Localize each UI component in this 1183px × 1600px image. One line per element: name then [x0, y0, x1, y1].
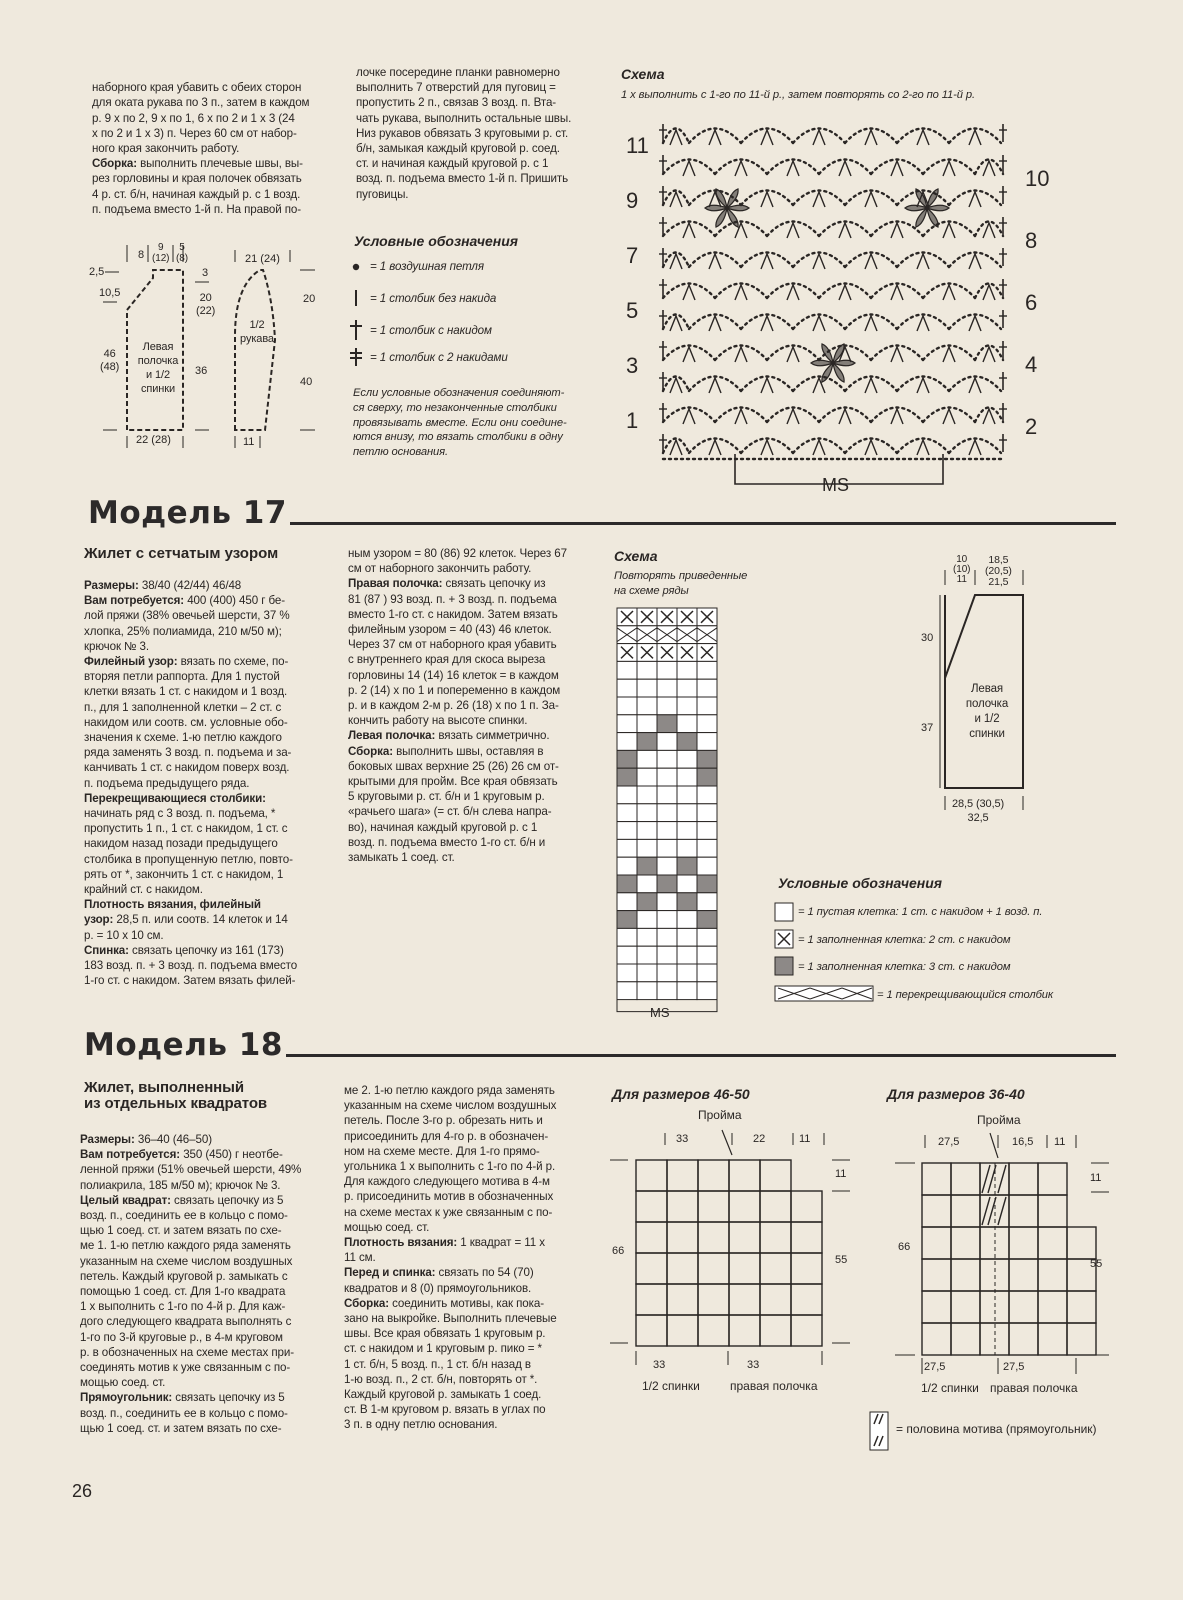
filet-cell [677, 893, 697, 911]
grid-cell [729, 1315, 760, 1346]
diagB-bottom-b: 27,5 [1003, 1361, 1025, 1373]
top-scheme-ms: MS [822, 475, 849, 495]
filet-cell [697, 804, 717, 822]
filet-cell [637, 964, 657, 982]
filet-cell [657, 804, 677, 822]
grid-cell [636, 1253, 667, 1284]
filet-cell [657, 768, 677, 786]
diagB-bottom-a: 27,5 [924, 1361, 946, 1373]
grid-cell [922, 1259, 951, 1291]
diagB-right-55: 55 [1090, 1258, 1103, 1270]
row-label-2: 2 [1025, 414, 1038, 439]
dim-40: 40 [300, 376, 313, 388]
grid-cell [1009, 1195, 1038, 1227]
para-text: соединить мотивы, как пока- зано на выкройке. Выполнить плечевые швы. Все края обвязать 1 круговым р. ст. с накидом и 1 круговым р. пико = * 1 ст. б/н, 5 возд. п., 1 ст. б/н назад в 1-ю возд. п., 2 ст. б/н, повторять от *. Каждый круговой р. замыкать 1 соед. ст. В 1-м круговом р. вязать в углах по 3 п. в одну петлю основания. [344, 1296, 557, 1432]
para-text: ме 2. 1-ю петлю каждого ряда заменять указанным на схеме числом воздушных петель. После 3-го р. обрезать нить и присоединить для 4-го р. в обозначен- ном на схеме месте. Для 1-го прямо- угольника 1 х выполнить с 1-го по 4-й р. Для каждого следующего мотива в 4-м р. присоединить мотив в обозначенных на схеме местах к уже связанным с по- мощью соед. ст. [344, 1084, 557, 1234]
m17-legend-crossed: = 1 перекрещивающийся столбик [877, 989, 1054, 1001]
grid-cell [1067, 1323, 1096, 1355]
grid-cell [1067, 1227, 1096, 1259]
grid-cell [1009, 1323, 1038, 1355]
filet-cell [677, 661, 697, 679]
grid-cell [951, 1227, 980, 1259]
para-lead: Перед и спинка: [344, 1266, 436, 1280]
para-text: 38/40 (42/44) 46/48 [138, 579, 242, 592]
grid-cell [1038, 1291, 1067, 1323]
dim-36: 36 [195, 365, 208, 377]
filet-cell [657, 928, 677, 946]
grid-cell [1038, 1323, 1067, 1355]
filet-cell [637, 679, 657, 697]
filet-cell [637, 733, 657, 751]
grid-cell [729, 1253, 760, 1284]
filet-cell [657, 893, 677, 911]
filet-cell [657, 857, 677, 875]
page-number: 26 [72, 1481, 93, 1501]
para-text: связать цепочку из 5 возд. п., соединить ее в кольцо с помо- щью 1 соед. ст. и затем вязать по схе- ме 1. 1-ю петлю каждого ряда заменять указанным на схеме числом воздушных петель. Каждый круговой р. замыкать с помощью 1 соед. ст. Для 1-го квадрата 1 х выполнить с 1-го по 4-й р. Для каж- дого следующего квадрата выполнять с 1-го по 3-й круговые р., в 4-м круговом р. в обозначенных на схеме местах при- соединять мотив к уже связанным с по- мощью соед. ст. [80, 1193, 294, 1390]
diagB-under-front: правая полочка [990, 1381, 1078, 1395]
filet-cell [657, 661, 677, 679]
grid-cell [951, 1259, 980, 1291]
top-legend-note: Если условные обозначения соединяют- ся сверху, то незаконченные столбики провязывать вместе. Если они соедине- ются внизу, то вязать столбики в одну петлю основания. [353, 387, 567, 459]
dim-11: 11 [243, 436, 255, 448]
filet-cell [637, 928, 657, 946]
dim-20: 20 [303, 293, 316, 305]
diagA-under-back: 1/2 спинки [642, 1379, 700, 1393]
para-text: вязать по схеме, по- вторяя петли раппорта. Для 1 пустой клетки вязать 1 ст. с накидом и 1 возд. п., для 1 заполненной клетки – 2 ст. с накидом или соотв. см. условные обо- значения к схеме. 1-ю петлю каждого ряда заменять 3 возд. п. подъема и за- канчивать 1 ст. с накидом поверх возд. п. подъема предыдущего ряда. [84, 655, 292, 790]
grid-cell [951, 1195, 980, 1227]
grid-cell [729, 1284, 760, 1315]
dim-21-24: 21 (24) [245, 253, 280, 265]
filet-cell [637, 946, 657, 964]
top-scheme-title: Схема [621, 66, 665, 82]
diagA-under-front: правая полочка [730, 1379, 818, 1393]
filet-cell [657, 822, 677, 840]
diagA-top-11: 11 [799, 1133, 811, 1145]
filet-cell [637, 857, 657, 875]
para-text: 28,5 п. или соотв. 14 клеток и 14 р. = 10 х 10 см. [84, 913, 288, 942]
filet-cell [617, 715, 637, 733]
filet-cell [637, 697, 657, 715]
para-text: вязать симметрично. [435, 729, 550, 743]
grid-cell [729, 1191, 760, 1222]
filet-cell [657, 964, 677, 982]
para-text: связать цепочку из 161 (173) 183 возд. п. + 3 возд. п. подъема вместо 1-го ст. с накидом. Затем вязать филей- [84, 943, 298, 988]
para-lead: Сборка: [348, 744, 393, 758]
filet-cell [617, 893, 637, 911]
filet-cell [697, 768, 717, 786]
row-label-11: 11 [626, 133, 649, 158]
grid-cell [698, 1222, 729, 1253]
pattern1-label: Левая полочка и 1/2 спинки [137, 341, 179, 395]
filet-cell [677, 964, 697, 982]
filet-cell [617, 982, 637, 1000]
para-lead: Плотность вязания, филейный узор: [84, 898, 261, 927]
model-17-title: Жилет с сетчатым узором [84, 545, 279, 562]
filet-cell [657, 697, 677, 715]
dim-20-22: 20 (22) [196, 292, 216, 317]
grid-cell [922, 1323, 951, 1355]
grid-cell [667, 1315, 698, 1346]
m17-legend-empty: = 1 пустая клетка: 1 ст. с накидом + 1 возд. п. [798, 906, 1043, 918]
row-label-1: 1 [626, 408, 639, 433]
filet-cell [677, 839, 697, 857]
diagB-grid [895, 1130, 1120, 1390]
top-col2: лочке посередине планки равномерно выполнить 7 отверстий для пуговиц = пропустить 2 п., связав 3 возд. п. Вта- чать рукава, выполнить остальные швы. Низ рукавов обвязать 3 круговыми р. ст. б/н, замыкая каждый круговой р. соед. ст. и начиная каждый круговой р. с 1 возд. п. подъема вместо 1-й п. Пришить пуговицы. [356, 66, 572, 201]
rows-left [626, 118, 649, 448]
grid-cell [760, 1222, 791, 1253]
filet-cell [617, 786, 637, 804]
filet-cell [677, 982, 697, 1000]
filet-cell [657, 839, 677, 857]
diagB-top-16-5: 16,5 [1012, 1136, 1034, 1148]
row-label-5: 5 [626, 298, 639, 323]
para-lead: Перекрещивающиеся столбики: [84, 791, 266, 805]
para-lead: Целый квадрат: [80, 1193, 171, 1207]
dim-22-28: 22 (28) [136, 434, 171, 446]
grid-cell [1009, 1259, 1038, 1291]
filet-cell [617, 661, 637, 679]
m17-legend-filled-grey: = 1 заполненная клетка: 3 ст. с накидом [798, 961, 1011, 973]
diagA-bottom-33a: 33 [653, 1359, 666, 1371]
pattern2-label: 1/2 рукава [240, 319, 274, 345]
filet-cell [677, 946, 697, 964]
grid-cell [667, 1222, 698, 1253]
diagB-title: Для размеров 36-40 [887, 1086, 1025, 1102]
filet-cell [637, 804, 657, 822]
para-lead: Левая полочка: [348, 729, 436, 743]
para-lead: Филейный узор: [84, 655, 178, 669]
grid-cell [1038, 1163, 1067, 1195]
dim-10-5: 10,5 [99, 287, 121, 299]
para-text: начинать ряд с 3 возд. п. подъема, * пропустить 1 п., 1 ст. с накидом, 1 ст. с накидом назад позади предыдущего столбика в пропущенную петлю, повто- рять от *, закончить 1 ст. с накидом, 1 крайний ст. с накидом. [84, 807, 293, 897]
m17-dim-28-5: 28,5 (30,5) 32,5 [952, 798, 1005, 824]
top-scheme-note: 1 х выполнить с 1-го по 11-й р., затем повторять со 2-го по 11-й р. [621, 89, 976, 101]
diagA-top-22: 22 [753, 1133, 766, 1145]
filet-cell [617, 804, 637, 822]
m17-dim-10: 10 (10) 11 [953, 554, 971, 585]
row-label-3: 3 [626, 353, 639, 378]
grid-cell [951, 1323, 980, 1355]
filet-cell [637, 786, 657, 804]
diagA-bottom-33b: 33 [747, 1359, 760, 1371]
para-lead: Вам потребуется: [80, 1148, 181, 1162]
filet-cell [657, 679, 677, 697]
filet-cell [617, 875, 637, 893]
row-label-4: 4 [1025, 352, 1038, 377]
grid-cell [760, 1284, 791, 1315]
grid-cell [1038, 1227, 1067, 1259]
diagB-top-27-5: 27,5 [938, 1136, 960, 1148]
filet-cell [697, 839, 717, 857]
filet-cell [697, 697, 717, 715]
grid-cell [791, 1253, 822, 1284]
filet-cell [617, 928, 637, 946]
para-text: 350 (450) г неотбе- ленной пряжи (51% овечьей шерсти, 49% полиакрила, 185 м/50 м); крючок № 3. [80, 1148, 302, 1192]
filet-cell [617, 733, 637, 751]
filet-cell [657, 750, 677, 768]
diagA-armhole: Пройма [698, 1108, 742, 1122]
filet-cell [697, 857, 717, 875]
grid-cell [698, 1253, 729, 1284]
model-17-heading: Модель 17 [88, 495, 287, 531]
m17-scheme-note: Повторять приведенные на схеме ряды [614, 570, 748, 597]
grid-cell [791, 1222, 822, 1253]
filet-cell [657, 982, 677, 1000]
row-label-9: 9 [626, 188, 639, 213]
filet-cell [677, 875, 697, 893]
grid-cell [667, 1160, 698, 1191]
rows-right [1025, 148, 1055, 458]
grid-cell [791, 1191, 822, 1222]
filet-cell [637, 750, 657, 768]
grid-cell [729, 1160, 760, 1191]
model-18-col1 [80, 1132, 320, 1436]
m17-legend-filled-x: = 1 заполненная клетка: 2 ст. с накидом [798, 934, 1011, 946]
para-text: ным узором = 80 (86) 92 клеток. Через 67 см от наборного закончить работу. [348, 547, 567, 576]
top-legend-symbols [348, 256, 368, 366]
diagB-legend-symbol [868, 1410, 892, 1452]
dim-2-5: 2,5 [89, 266, 105, 278]
filet-cell [657, 715, 677, 733]
filet-cell [657, 911, 677, 929]
model-18-col2 [344, 1083, 584, 1433]
filet-cell [637, 982, 657, 1000]
filet-cell [677, 768, 697, 786]
model-17-rule [290, 522, 1116, 525]
grid-cell [1067, 1291, 1096, 1323]
m17-legend-title: Условные обозначения [778, 875, 943, 891]
grid-cell [922, 1291, 951, 1323]
filet-cell [657, 733, 677, 751]
para-lead: Спинка: [84, 943, 129, 957]
row-label-8: 8 [1025, 228, 1038, 253]
diagA-right-55: 55 [835, 1254, 848, 1266]
model-18-title: Жилет, выполненный из отдельных квадратов [84, 1079, 268, 1112]
dim-5: 5 (8) [176, 242, 188, 264]
top-col1: наборного края убавить с обеих сторон для оката рукава по 3 п., затем в каждом р. 9 х по 2, 9 х по 1, 6 х по 2 и 1 х 3 (24 х по 2 и 1 х 3) п. Через 60 см от набор- ного края закончить работу. Сборка: выполнить плечевые швы, вы- рез горловины и края полочек обвязать 4 р. ст. б/н, начиная каждый р. с 1 возд. п. подъема вместо 1-й п. На правой по- [92, 81, 310, 216]
grid-cell [667, 1191, 698, 1222]
filet-cell [617, 911, 637, 929]
grid-cell [636, 1222, 667, 1253]
filet-cell [677, 822, 697, 840]
grid-cell [1009, 1227, 1038, 1259]
filet-cell [637, 715, 657, 733]
dim-8: 8 [138, 249, 145, 261]
para-lead: Размеры: [84, 579, 139, 592]
diagA-left-66: 66 [612, 1245, 625, 1257]
para-text: 1 квадрат = 11 х 11 см. [344, 1236, 545, 1265]
filet-cell [677, 786, 697, 804]
para-lead: Сборка: [344, 1296, 389, 1310]
filet-cell [617, 768, 637, 786]
para-text: выполнить швы, оставляя в боковых швах верхние 25 (26) 26 см от- крытыми для пройм. Все края обвязать 5 круговыми р. ст. б/н и 1 круговым р. «рачьего шага» (= ст. б/н слева напра- во), начиная каждый круговой р. с 1 возд. п. подъема вместо 1-го ст. б/н и замыкать 1 соед. ст. [348, 744, 559, 865]
dim-46: 46 (48) [100, 348, 120, 373]
filet-cell [677, 750, 697, 768]
grid-cell [636, 1284, 667, 1315]
filet-cell [637, 839, 657, 857]
filet-cell [637, 768, 657, 786]
filet-cell [697, 982, 717, 1000]
top-legend-item-chain: = 1 воздушная петля [370, 260, 484, 273]
grid-cell [698, 1284, 729, 1315]
grid-cell [1038, 1259, 1067, 1291]
grid-cell [698, 1191, 729, 1222]
diagA-top-33: 33 [676, 1133, 689, 1145]
para-text: связать по 54 (70) квадратов и 8 (0) прямоугольников. [344, 1266, 534, 1295]
grid-cell [667, 1253, 698, 1284]
dim-3: 3 [202, 267, 209, 279]
top-legend-item-dc: = 1 столбик с накидом [370, 324, 492, 337]
grid-cell [760, 1315, 791, 1346]
filet-cell [617, 822, 637, 840]
grid-cell [698, 1160, 729, 1191]
filet-cell [617, 679, 637, 697]
model-18-heading: Модель 18 [84, 1027, 283, 1063]
grid-cell [698, 1315, 729, 1346]
top-legend-item-tr: = 1 столбик с 2 накидами [370, 351, 508, 364]
filet-cell [697, 875, 717, 893]
grid-cell [636, 1160, 667, 1191]
grid-cell [922, 1195, 951, 1227]
filet-cell [697, 679, 717, 697]
grid-cell [1038, 1195, 1067, 1227]
grid-cell [951, 1163, 980, 1195]
filet-cell [637, 822, 657, 840]
filet-cell [657, 875, 677, 893]
m17-dim-30: 30 [921, 632, 934, 644]
dim-9: 9 (12) [152, 242, 170, 264]
model-18-rule [286, 1054, 1116, 1057]
filet-cell [617, 697, 637, 715]
filet-cell [697, 661, 717, 679]
grid-cell [1009, 1163, 1038, 1195]
filet-cell [697, 964, 717, 982]
filet-cell [677, 928, 697, 946]
top-legend-title: Условные обозначения [354, 233, 519, 249]
diagB-left-66: 66 [898, 1241, 911, 1253]
diagB-armhole: Пройма [977, 1113, 1021, 1127]
row-label-7: 7 [626, 243, 639, 268]
grid-cell [791, 1284, 822, 1315]
para-lead: Вам потребуется: [84, 594, 185, 608]
model-17-col1 [84, 578, 320, 988]
filet-cell [697, 893, 717, 911]
diagB-top-11: 11 [1054, 1136, 1066, 1148]
grid-cell [636, 1315, 667, 1346]
filet-cell [677, 715, 697, 733]
para-text: 36–40 (46–50) [134, 1133, 212, 1146]
para-text: связать цепочку из 5 возд. п., соединить ее в кольцо с помо- щью 1 соед. ст. и затем вязать по схе- [80, 1391, 288, 1435]
filet-cell [677, 911, 697, 929]
row-label-10: 10 [1025, 166, 1050, 191]
filet-cell [677, 679, 697, 697]
para-text: связать цепочку из 81 (87 ) 93 возд. п. + 3 возд. п. подъема вместо 1-го ст. с накидом. Затем вязать филейным узором = 40 (43) 46 клеток. Через 37 см от наборного края убавить с внутреннего края для скоса выреза горловины 14 (14) 16 клеток = в каждом р. 2 (14) х по 1 и попеременно в каждом р. и в каждом 2-м р. 26 (18) х по 1 п. За- кончить работу на высоте спинки. [348, 577, 561, 728]
grid-cell [636, 1191, 667, 1222]
filet-cell [697, 911, 717, 929]
diagB-under-back: 1/2 спинки [921, 1381, 979, 1395]
filet-cell [697, 715, 717, 733]
grid-cell [951, 1291, 980, 1323]
diagB-legend: = половина мотива (прямоугольник) [896, 1422, 1097, 1436]
filet-cell [677, 733, 697, 751]
filet-cell [697, 786, 717, 804]
grid-cell [1009, 1291, 1038, 1323]
para-text: 400 (400) 450 г бе- лой пряжи (38% овечьей шерсти, 37 % хлопка, 25% полиамида, 210 м/50 м); крючок № 3. [84, 594, 290, 653]
diagA-title: Для размеров 46-50 [612, 1086, 750, 1102]
filet-cell [617, 946, 637, 964]
filet-cell [677, 697, 697, 715]
diagA-grid [610, 1125, 860, 1385]
m17-scheme-ms: MS [650, 1005, 670, 1020]
filet-cell [637, 893, 657, 911]
filet-cell [637, 911, 657, 929]
filet-cell [677, 857, 697, 875]
model-17-col2 [348, 546, 590, 865]
filet-cell [697, 822, 717, 840]
row-label-6: 6 [1025, 290, 1038, 315]
filet-cell [697, 733, 717, 751]
filet-cell [697, 750, 717, 768]
grid-cell [922, 1163, 951, 1195]
para-lead: Плотность вязания: [344, 1236, 458, 1250]
filet-cell [637, 875, 657, 893]
top-crochet-chart [655, 108, 1025, 498]
para-lead: Правая полочка: [348, 577, 443, 591]
m17-dim-37: 37 [921, 722, 934, 734]
filet-cell [657, 946, 677, 964]
grid-cell [760, 1191, 791, 1222]
grid-cell [760, 1160, 791, 1191]
para-lead: Размеры: [80, 1133, 135, 1146]
grid-cell [729, 1222, 760, 1253]
filet-cell [637, 661, 657, 679]
m17-dim-18-5: 18,5 (20,5) 21,5 [985, 554, 1012, 588]
filet-cell [617, 964, 637, 982]
filet-cell [697, 928, 717, 946]
filet-cell [617, 839, 637, 857]
grid-cell [667, 1284, 698, 1315]
m17-scheme-title: Схема [614, 548, 658, 564]
filet-cell [677, 804, 697, 822]
m17-filet-chart [612, 605, 722, 1025]
grid-cell [791, 1315, 822, 1346]
grid-cell [922, 1227, 951, 1259]
filet-cell [617, 750, 637, 768]
para-lead: Прямоугольник: [80, 1391, 173, 1405]
grid-cell [760, 1253, 791, 1284]
top-legend-item-sc: = 1 столбик без накида [370, 292, 497, 305]
m17-pattern-label: Левая полочка и 1/2 спинки [965, 683, 1009, 740]
diagB-right-11: 11 [1090, 1172, 1102, 1184]
filet-cell [657, 786, 677, 804]
filet-cell [617, 857, 637, 875]
filet-cell [697, 946, 717, 964]
diagA-right-11: 11 [835, 1168, 847, 1180]
